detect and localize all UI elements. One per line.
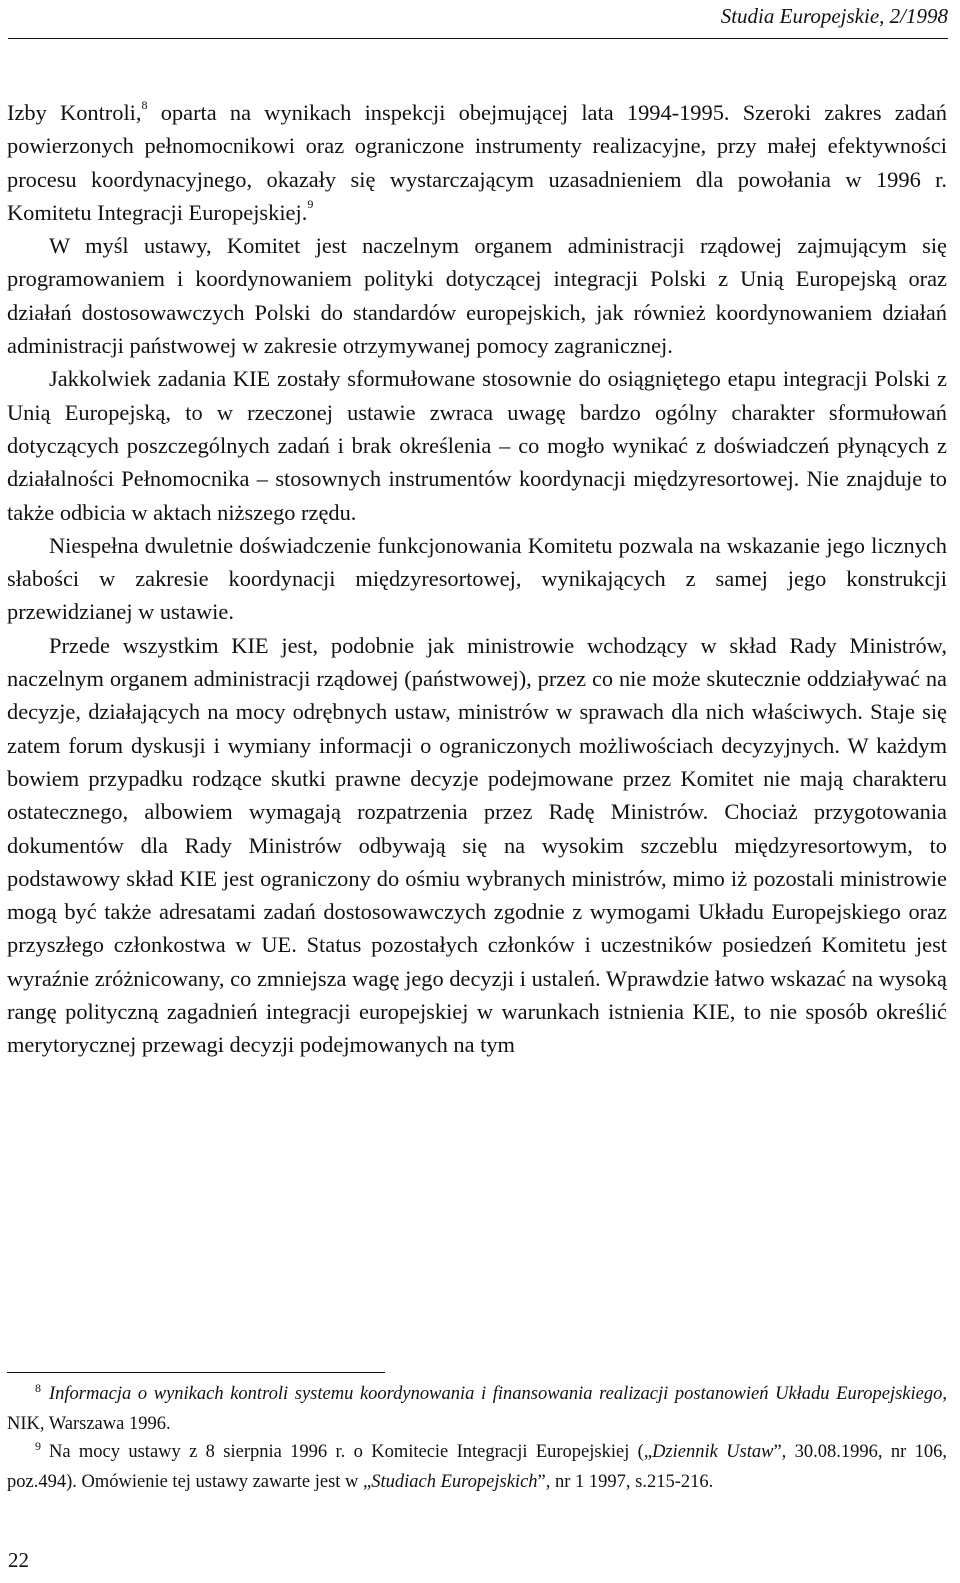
paragraph-4: Niespełna dwuletnie doświadczenie funkcjonowania Komitetu pozwala na wskazanie jego licznych słabości w zakresie koordynacji międzyresortowej, wynikających z samej jego konstrukcji przewidzianej w ustawie. (7, 532, 947, 625)
footnote-8-title: Informacja o wynikach kontroli systemu koordynowania i finansowania realizacji postanowień Układu Europejskiego (49, 1384, 943, 1404)
footnote-8 (7, 1380, 947, 1438)
paragraph-5: Przede wszystkim KIE jest, podobnie jak ministrowie wchodzący w skład Rady Ministrów, naczelnym organem administracji rządowej (państwowej), przez co nie może skutecznie oddziaływać na decyzje, działających na mocy odrębnych ustaw, ministrów w sprawach dla nich właściwych. Staje się zatem forum dyskusji i wymiany informacji o ograniczonych możliwościach decyzyjnych. W każdym bowiem przypadku rodzące skutki prawne decyzje podejmowane przez Komitet nie mają charakteru ostatecznego, albowiem wymagają rozpatrzenia przez Radę Ministrów. Chociaż przygotowania dokumentów dla Rady Ministrów odbywają się na wysokim szczeblu międzyresortowym, to podstawowy skład KIE jest ograniczony do ośmiu wybranych ministrów, mimo iż pozostali ministrowie mogą być także adresatami zadań dostosowawczych zgodnie z wymogami Układu Europejskiego oraz przyszłego członkostwa w UE. Status pozostałych członków i uczestników posiedzeń Komitetu jest wyraźnie zróżnicowany, co zmniejsza wagę jego decyzji i ustaleń. Wprawdzie łatwo wskazać na wysoką rangę polityczną zagadnień integracji europejskiej w warunkach istnienia KIE, to nie sposób określić merytorycznej przewagi decyzji podejmowanych na tym (7, 632, 947, 1058)
page-number: 22 (8, 1548, 29, 1572)
footnote-9-mark: 9 (35, 1439, 41, 1453)
footnote-9-journal-2: Studiach Europejskich (371, 1471, 538, 1492)
footnote-8-mark: 8 (35, 1381, 41, 1395)
footnote-9 (7, 1438, 947, 1496)
footnote-9-text-c: ”, nr 1 1997, s.215-216. (537, 1471, 714, 1492)
paragraph-2: W myśl ustawy, Komitet jest naczelnym organem administracji rządowej zajmującym się programowaniem i koordynowaniem polityki dotyczącej integracji Polski z Unią Europejską oraz działań dostosowawczych Polski do standardów europejskich, jak również koordynowaniem działań administracji państwowej w zakresie otrzymywanej pomocy zagranicznej. (7, 233, 947, 359)
footnote-ref-9: 9 (307, 197, 314, 212)
footnote-rule (7, 1372, 385, 1373)
p1-text-b: oparta na wynikach inspekcji obejmującej lata 1994-1995. Szeroki zakres zadań powierzonych pełnomocnikowi oraz ograniczone instrumenty realizacyjne, przy małej efektywności procesu koordynacyjnego, okazały się wystarczającym uzasadnieniem dla powołania w 1996 r. Komitetu Integracji Europejskiej. (7, 100, 947, 225)
footnote-9-text-b: ”, 30.08.1996, nr 106, poz.494). Omówienie tej ustawy zawarte jest w „ (7, 1442, 947, 1492)
paragraph-3: Jakkolwiek zadania KIE zostały sformułowane stosownie do osiągniętego etapu integracji Polski z Unią Europejską, to w rzeczonej ustawie zwraca uwagę bardzo ogólny charakter sformułowań dotyczących poszczególnych zadań i brak określenia – co mogło wynikać z doświadczeń płynących z działalności Pełnomocnika – stosownych instrumentów koordynacji międzyresortowej. Nie znajduje to także odbicia w aktach niższego rzędu. (7, 366, 947, 525)
footnote-8-source: , NIK, Warszawa 1996. (7, 1384, 947, 1434)
footnote-ref-8: 8 (141, 97, 148, 112)
running-title: Studia Europejskie, 2/1998 (720, 4, 948, 28)
footnotes (7, 1380, 947, 1496)
p1-text-a: Izby Kontroli, (7, 100, 142, 125)
page-header (0, 0, 948, 28)
main-text (7, 96, 947, 1062)
footnote-9-journal-1: Dziennik Ustaw (652, 1442, 774, 1462)
footnote-9-text-a: Na mocy ustawy z 8 sierpnia 1996 r. o Komitecie Integracji Europejskiej („ (49, 1442, 653, 1462)
header-rule (8, 38, 948, 39)
paragraph-1 (7, 96, 947, 229)
